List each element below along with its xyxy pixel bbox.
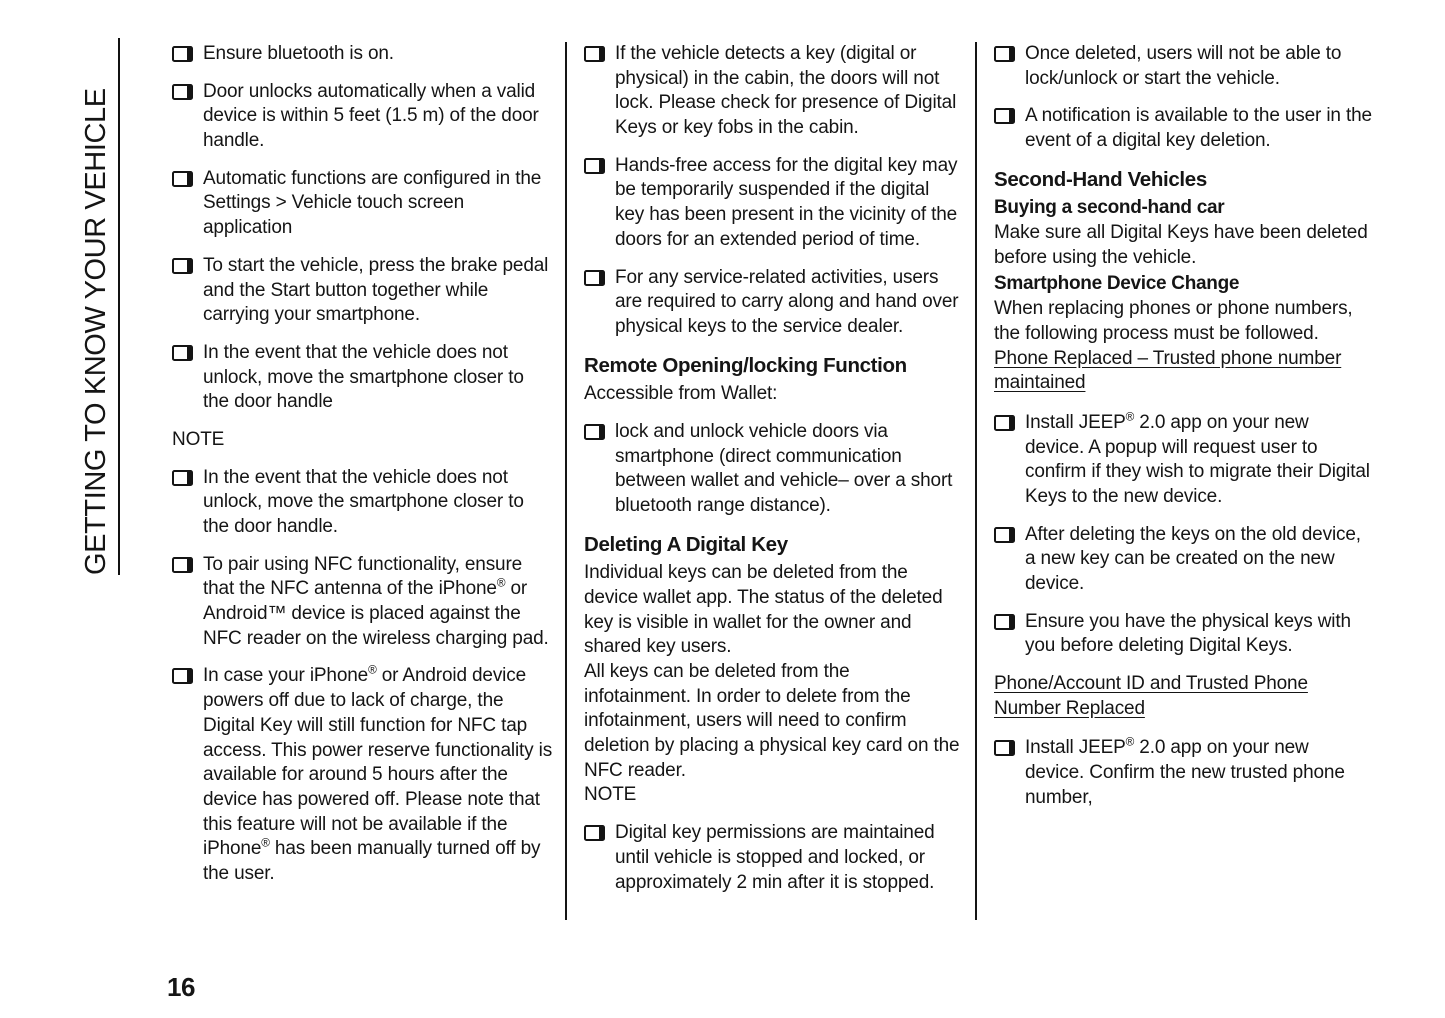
paragraph: When replacing phones or phone numbers, the following process must be followed.	[994, 298, 1353, 344]
bullet-text: Install JEEP® 2.0 app on your new device. Confirm the new trusted phone number,	[1025, 736, 1345, 808]
underlined-heading: Phone Replaced – Trusted phone number maintained	[994, 347, 1342, 394]
bullet-text: Digital key permissions are maintained until vehicle is stopped and locked, or approximately 2 min after it is stopped.	[615, 822, 935, 893]
bullet-text: For any service-related activities, users are required to carry along and hand over physical keys to the service dealer.	[615, 266, 959, 337]
bullet-item	[994, 411, 1372, 510]
bullet-text: Automatic functions are configured in the Settings > Vehicle touch screen application	[203, 167, 542, 239]
note-label: NOTE	[584, 784, 637, 806]
key-card-bullet-icon	[994, 614, 1015, 630]
bullet-text: Ensure bluetooth is on.	[203, 43, 394, 64]
paragraph: All keys can be deleted from the infotainment. In order to delete from the infotainment, users will need to confirm deletion by placing a physical key card on the NFC reader.	[584, 661, 960, 781]
bullet-text: Ensure you have the physical keys with you before deleting Digital Keys.	[1025, 610, 1351, 657]
chapter-title-vertical: GETTING TO KNOW YOUR VEHICLE	[80, 38, 120, 575]
bullet-item	[172, 466, 554, 540]
key-card-bullet-icon	[994, 108, 1015, 124]
key-card-bullet-icon	[994, 415, 1015, 431]
key-card-bullet-icon	[172, 171, 193, 187]
key-card-bullet-icon	[172, 557, 193, 573]
bullet-item	[994, 42, 1372, 91]
bullet-text: lock and unlock vehicle doors via smartphone (direct communication between wallet and vehicle– over a short bluetooth range distance).	[615, 420, 953, 516]
column-divider	[565, 42, 567, 920]
key-card-bullet-icon	[172, 345, 193, 361]
bullet-text: In case your iPhone® or Android device powers off due to lack of charge, the Digital Key will still function for NFC tap access. This power reserve functionality is available for around 5 hours after the device has powered off. Please note that this feature will not be available if the iPhone® has been manually turned off by the user.	[203, 664, 553, 884]
bullet-item	[994, 736, 1372, 810]
bullet-text: In the event that the vehicle does not unlock, move the smartphone closer to the door handle.	[203, 466, 524, 537]
column-3	[994, 42, 1372, 824]
bullet-item	[172, 341, 554, 415]
bullet-item	[172, 167, 554, 241]
key-card-bullet-icon	[172, 84, 193, 100]
column-divider	[975, 42, 977, 920]
bullet-item	[994, 610, 1372, 659]
bullet-text: Once deleted, users will not be able to lock/unlock or start the vehicle.	[1025, 43, 1342, 89]
bullet-item	[172, 80, 554, 154]
bullet-item	[584, 42, 960, 141]
sub-heading: Smartphone Device Change	[994, 273, 1240, 295]
note-label: NOTE	[172, 428, 225, 450]
section-heading: Remote Opening/locking Function	[584, 353, 907, 377]
bullet-item	[994, 523, 1372, 597]
bullet-text: To pair using NFC functionality, ensure that the NFC antenna of the iPhone® or Android™ device is placed against the NFC reader on the wireless charging pad.	[203, 553, 549, 649]
key-card-bullet-icon	[994, 46, 1015, 62]
key-card-bullet-icon	[172, 46, 193, 62]
key-card-bullet-icon	[584, 270, 605, 286]
page-number: 16	[167, 972, 195, 1002]
section-heading: Second-Hand Vehicles	[994, 167, 1207, 191]
bullet-text: To start the vehicle, press the brake pedal and the Start button together while carrying your smartphone.	[203, 254, 549, 326]
key-card-bullet-icon	[584, 158, 605, 174]
key-card-bullet-icon	[172, 258, 193, 274]
bullet-text: Install JEEP® 2.0 app on your new device. A popup will request user to confirm if they wish to migrate their Digital Keys to the new device.	[1025, 410, 1370, 507]
bullet-item	[994, 104, 1372, 153]
key-card-bullet-icon	[172, 668, 193, 684]
paragraph: Individual keys can be deleted from the device wallet app. The status of the deleted key is visible in wallet for the owner and shared key users.	[584, 562, 943, 658]
key-card-bullet-icon	[172, 470, 193, 486]
bullet-text: A notification is available to the user in the event of a digital key deletion.	[1025, 105, 1372, 152]
key-card-bullet-icon	[994, 527, 1015, 543]
key-card-bullet-icon	[994, 740, 1015, 756]
paragraph: Make sure all Digital Keys have been deleted before using the vehicle.	[994, 222, 1368, 268]
bullet-item	[584, 821, 960, 895]
bullet-item	[172, 42, 554, 67]
key-card-bullet-icon	[584, 46, 605, 62]
sub-heading: Buying a second-hand car	[994, 197, 1225, 219]
bullet-text: Door unlocks automatically when a valid device is within 5 feet (1.5 m) of the door handle.	[203, 80, 539, 152]
section-heading: Deleting A Digital Key	[584, 532, 788, 556]
underlined-heading: Phone/Account ID and Trusted Phone Number Replaced	[994, 673, 1308, 719]
bullet-text: After deleting the keys on the old device, a new key can be created on the new device.	[1025, 523, 1361, 595]
bullet-text: In the event that the vehicle does not unlock, move the smartphone closer to the door handle	[203, 341, 524, 413]
column-1	[172, 42, 554, 900]
key-card-bullet-icon	[584, 424, 605, 440]
bullet-item	[584, 266, 960, 340]
key-card-bullet-icon	[584, 825, 605, 841]
bullet-text: If the vehicle detects a key (digital or physical) in the cabin, the doors will not lock. Please check for presence of Digital Keys or key fobs in the cabin.	[615, 43, 957, 139]
bullet-item	[584, 154, 960, 253]
bullet-text: Hands-free access for the digital key may be temporarily suspended if the digital key has been present in the vicinity of the doors for an extended period of time.	[615, 154, 958, 250]
paragraph: Accessible from Wallet:	[584, 383, 778, 405]
bullet-item	[172, 664, 554, 886]
column-2	[584, 42, 960, 908]
bullet-item	[584, 420, 960, 519]
bullet-item	[172, 254, 554, 328]
bullet-item	[172, 553, 554, 652]
